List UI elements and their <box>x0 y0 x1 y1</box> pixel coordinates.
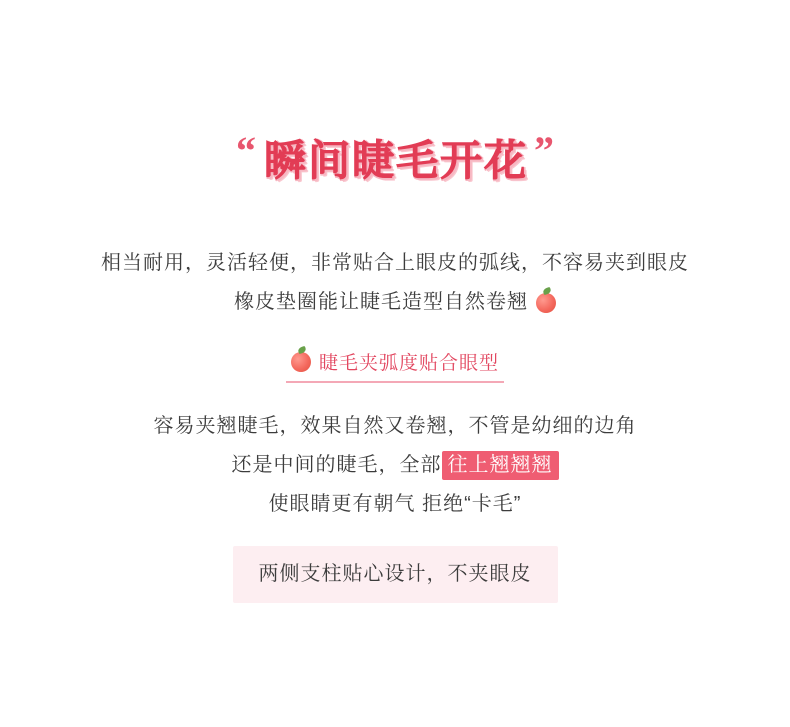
detail-line-2-highlight: 往上翘翘翘 <box>442 451 559 480</box>
section-subheading <box>286 348 504 383</box>
subheading-row <box>291 348 499 381</box>
detail-line-2-prefix: 还是中间的睫毛，全部 <box>231 454 442 476</box>
subheading-text: 睫毛夹弧度贴合眼型 <box>318 353 499 374</box>
detail-paragraph <box>0 407 790 524</box>
peach-icon <box>536 293 556 313</box>
detail-line-3: 使眼睛更有朝气 拒绝“卡毛” <box>268 493 522 515</box>
detail-line-2 <box>0 446 790 485</box>
page-title <box>235 128 554 184</box>
intro-paragraph <box>0 244 790 322</box>
right-quote-mark: ” <box>534 128 554 173</box>
final-callout-text: 两侧支柱贴心设计，不夹眼皮 <box>233 546 558 603</box>
peach-icon <box>291 352 311 372</box>
headline-text: 瞬间睫毛开花 <box>263 137 528 184</box>
intro-line-1: 相当耐用，灵活轻便，非常贴合上眼皮的弧线，不容易夹到眼皮 <box>101 252 689 274</box>
final-callout <box>233 546 558 603</box>
subheading-underline <box>286 381 504 383</box>
intro-line-2-text: 橡皮垫圈能让睫毛造型自然卷翘 <box>234 291 528 313</box>
left-quote-mark: “ <box>235 128 256 173</box>
detail-line-1: 容易夹翘睫毛，效果自然又卷翘，不管是幼细的边角 <box>153 415 637 437</box>
intro-line-2 <box>0 283 790 322</box>
